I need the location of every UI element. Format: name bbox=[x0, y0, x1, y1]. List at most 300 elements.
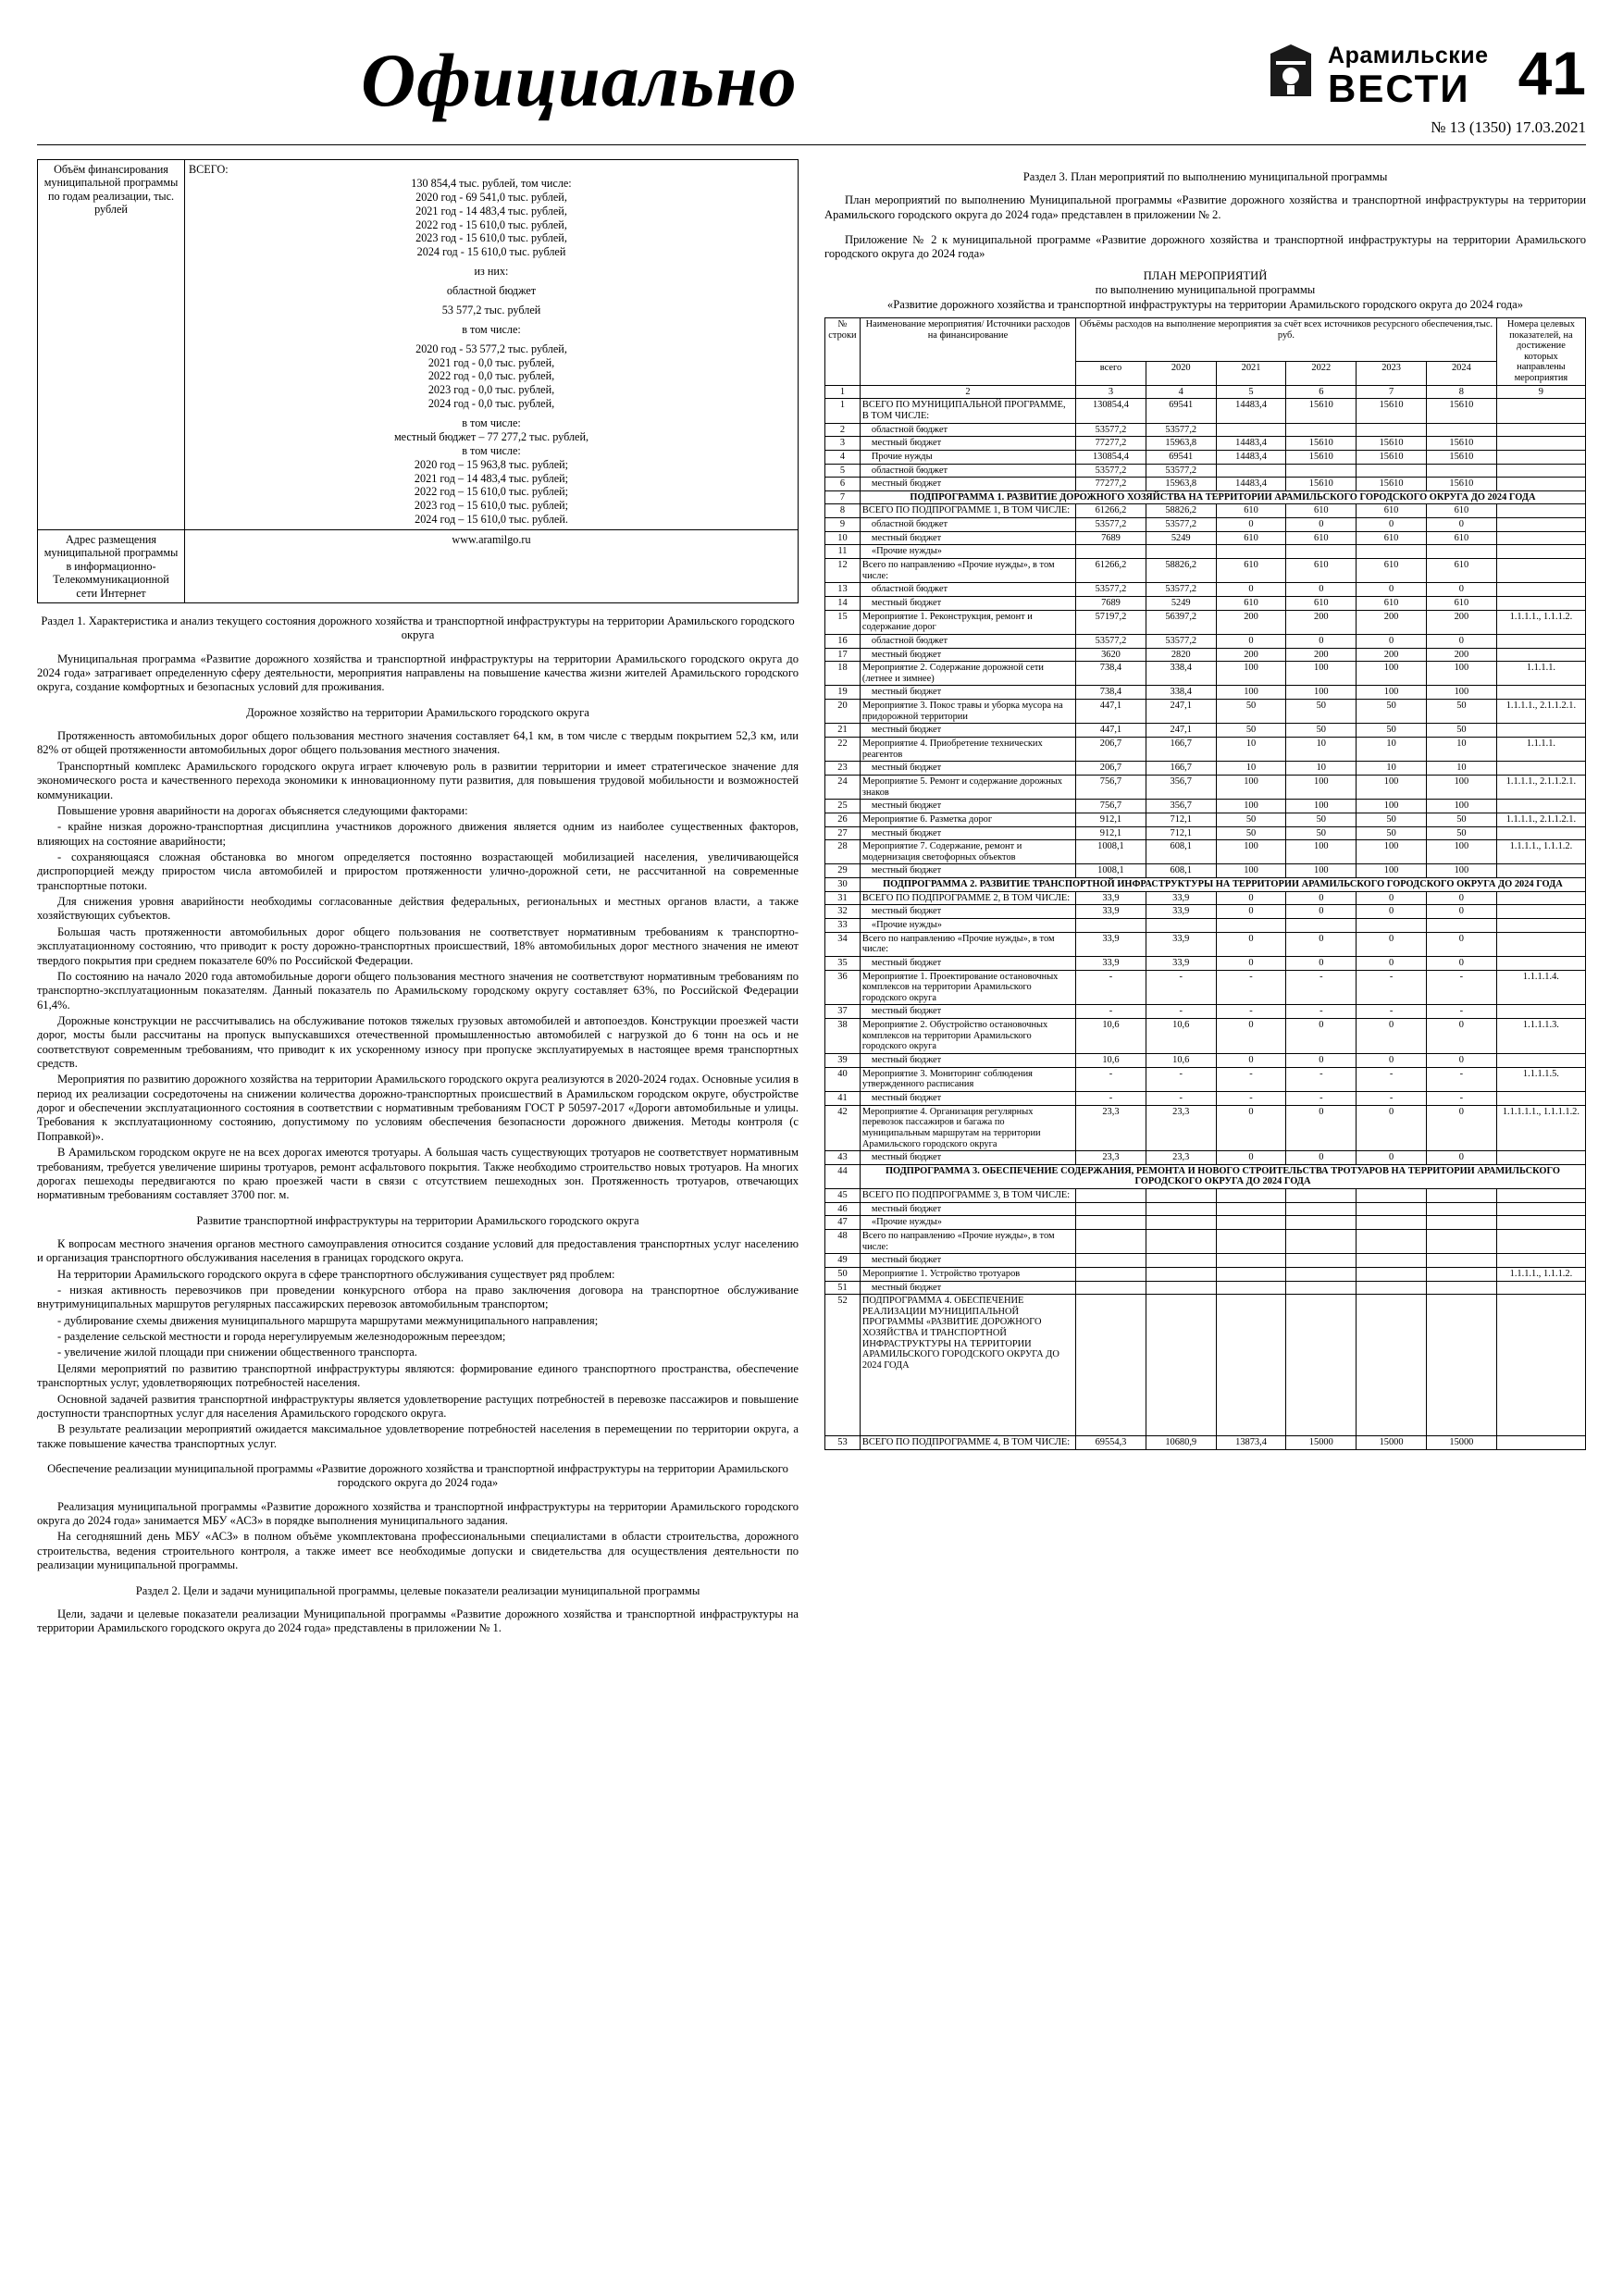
table-row bbox=[825, 634, 1586, 648]
right-column bbox=[824, 159, 1586, 1638]
plan-measures-table bbox=[824, 317, 1586, 1450]
measure-value bbox=[1146, 1254, 1216, 1268]
row-number: 19 bbox=[825, 686, 861, 700]
measure-value: 100 bbox=[1216, 840, 1286, 864]
measure-value: 15610 bbox=[1286, 437, 1357, 451]
measure-value bbox=[1426, 1202, 1496, 1216]
indicator-refs bbox=[1496, 545, 1585, 559]
amount-line: 2024 год – 15 610,0 тыс. рублей. bbox=[415, 513, 568, 527]
measure-value: 0 bbox=[1286, 1054, 1357, 1068]
measure-value: - bbox=[1076, 1067, 1146, 1091]
table-row bbox=[825, 1254, 1586, 1268]
measure-value bbox=[1286, 1189, 1357, 1203]
measure-value bbox=[1286, 1254, 1357, 1268]
measure-value: 0 bbox=[1426, 583, 1496, 597]
table-row bbox=[825, 905, 1586, 919]
appendix-note: Приложение № 2 к муниципальной программе «Развитие дорожного хозяйства и транспортной инфраструктуры на территории Арамильского городского округа до 2024 года» bbox=[824, 233, 1586, 261]
col-head-money: Объёмы расходов на выполнение мероприятия за счёт всех источников ресурсного обеспечения,тыс. руб. bbox=[1076, 317, 1497, 361]
measure-value: 10 bbox=[1357, 738, 1427, 762]
measure-name: ПОДПРОГРАММА 4. ОБЕСПЕЧЕНИЕ РЕАЛИЗАЦИИ МУНИЦИПАЛЬНОЙ ПРОГРАММЫ «РАЗВИТИЕ ДОРОЖНОГО ХОЗЯЙСТВА И ТРАНСПОРТНОЙ ИНФРАСТРУКТУРЫ НА ТЕРРИТОРИИ АРАМИЛЬСКОГО ГОРОДСКОГО ОКРУГА ДО 2024 ГОДА bbox=[860, 1295, 1075, 1436]
subprogram-header: ПОДПРОГРАММА 3. ОБЕСПЕЧЕНИЕ СОДЕРЖАНИЯ, РЕМОНТА И НОВОГО СТРОИТЕЛЬСТВА ТРОТУАРОВ НА ТЕРРИТОРИИ АРАМИЛЬСКОГО ГОРОДСКОГО ОКРУГА ДО 2024 ГОДА bbox=[860, 1164, 1585, 1188]
measure-value: 100 bbox=[1357, 775, 1427, 799]
heading-section2: Раздел 2. Цели и задачи муниципальной программы, целевые показатели реализации муниципальной программы bbox=[135, 1583, 700, 1597]
table-row bbox=[825, 956, 1586, 970]
measure-value: 10,6 bbox=[1076, 1054, 1146, 1068]
row-number: 38 bbox=[825, 1019, 861, 1054]
row-number: 41 bbox=[825, 1091, 861, 1105]
body-paragraph: Транспортный комплекс Арамильского городского округа играет ключевую роль в развитии территории и имеет стратегическое значение для экономического роста и качественного перехода экономики к инновационному пути развития, для повышения трудовой мобильности и возможностей коммуникации. bbox=[37, 759, 799, 801]
table-row bbox=[825, 464, 1586, 478]
measure-name: Мероприятие 5. Ремонт и содержание дорожных знаков bbox=[860, 775, 1075, 799]
measure-value: 0 bbox=[1426, 518, 1496, 532]
measure-value: 15000 bbox=[1426, 1436, 1496, 1450]
measure-value: 610 bbox=[1426, 531, 1496, 545]
measure-value: 23,3 bbox=[1146, 1151, 1216, 1165]
measure-value: 130854,4 bbox=[1076, 450, 1146, 464]
row-number: 27 bbox=[825, 826, 861, 840]
measure-name: местный бюджет bbox=[860, 956, 1075, 970]
table-row bbox=[825, 583, 1586, 597]
body-paragraph: - низкая активность перевозчиков при проведении конкурсного отбора на право заключения договора на транспортное обслуживание внутримуниципальных маршрутов регулярных пассажирских перевозок автомобильным транспортом; bbox=[37, 1284, 799, 1311]
measure-value: 15610 bbox=[1426, 478, 1496, 491]
measure-value: 738,4 bbox=[1076, 662, 1146, 686]
measure-value: 56397,2 bbox=[1146, 610, 1216, 634]
table-row bbox=[825, 918, 1586, 932]
measure-value: - bbox=[1146, 1005, 1216, 1019]
subprogram-header: ПОДПРОГРАММА 2. РАЗВИТИЕ ТРАНСПОРТНОЙ ИНФРАСТРУКТУРЫ НА ТЕРРИТОРИИ АРАМИЛЬСКОГО ГОРОДСКОГО ОКРУГА ДО 2024 ГОДА bbox=[860, 878, 1585, 892]
table-row bbox=[825, 559, 1586, 583]
col-head-2024: 2024 bbox=[1426, 361, 1496, 385]
measure-value bbox=[1076, 918, 1146, 932]
plan-table-body bbox=[825, 399, 1586, 1449]
measure-value: 356,7 bbox=[1146, 800, 1216, 813]
measure-value: 7689 bbox=[1076, 531, 1146, 545]
table-row bbox=[825, 970, 1586, 1005]
row-number: 5 bbox=[825, 464, 861, 478]
col-head-2023: 2023 bbox=[1357, 361, 1427, 385]
measure-value bbox=[1357, 1254, 1427, 1268]
heading-section3: Раздел 3. План мероприятий по выполнению муниципальной программы bbox=[1022, 170, 1388, 183]
body-paragraph: Основной задачей развития транспортной инфраструктуры является удовлетворение растущих потребностей в перевозке пассажиров и повышение доступности транспортных услуг для населения Арамильского городского округа. bbox=[37, 1392, 799, 1420]
col-index: 5 bbox=[1216, 385, 1286, 399]
indicator-refs bbox=[1496, 891, 1585, 905]
body-paragraph: - крайне низкая дорожно-транспортная дисциплина участников дорожного движения является одним из наиболее существенных факторов, влияющих на состояние аварийности; bbox=[37, 820, 799, 848]
col-index: 3 bbox=[1076, 385, 1146, 399]
row-number: 34 bbox=[825, 932, 861, 956]
measure-value: 100 bbox=[1286, 840, 1357, 864]
indicator-refs bbox=[1496, 559, 1585, 583]
measure-value: 53577,2 bbox=[1146, 583, 1216, 597]
measure-value bbox=[1357, 1230, 1427, 1254]
measure-value bbox=[1146, 1295, 1216, 1436]
measure-value bbox=[1146, 918, 1216, 932]
measure-value: 15000 bbox=[1286, 1436, 1357, 1450]
logo-line1: Арамильские bbox=[1328, 43, 1489, 68]
indicator-refs: 1.1.1.1., 2.1.1.2.1. bbox=[1496, 775, 1585, 799]
measure-value: 338,4 bbox=[1146, 662, 1216, 686]
measure-name: Мероприятие 1. Реконструкция, ремонт и содержание дорог bbox=[860, 610, 1075, 634]
measure-value: 0 bbox=[1286, 1105, 1357, 1151]
indicator-refs bbox=[1496, 1189, 1585, 1203]
indicator-refs bbox=[1496, 800, 1585, 813]
measure-value: 0 bbox=[1216, 1151, 1286, 1165]
row-number: 11 bbox=[825, 545, 861, 559]
table-row bbox=[825, 932, 1586, 956]
measure-value: 15610 bbox=[1426, 437, 1496, 451]
measure-value: 100 bbox=[1426, 662, 1496, 686]
table-row bbox=[825, 891, 1586, 905]
measure-name: Всего по направлению «Прочие нужды», в том числе: bbox=[860, 559, 1075, 583]
measure-value: 0 bbox=[1426, 956, 1496, 970]
measure-value bbox=[1426, 464, 1496, 478]
measure-value: - bbox=[1286, 1067, 1357, 1091]
measure-value: 0 bbox=[1216, 1054, 1286, 1068]
measure-value: 100 bbox=[1286, 864, 1357, 878]
body-paragraph: К вопросам местного значения органов местного самоуправления относится создание условий для предоставления транспортных услуг населению и организация транспортного обслуживания населения в границах городского округа. bbox=[37, 1236, 799, 1265]
indicator-refs: 1.1.1.1.4. bbox=[1496, 970, 1585, 1005]
row-number: 23 bbox=[825, 762, 861, 776]
amount-line: в том числе: bbox=[462, 416, 521, 429]
indicator-refs bbox=[1496, 1216, 1585, 1230]
measure-value: 15610 bbox=[1357, 399, 1427, 423]
measure-value: 77277,2 bbox=[1076, 437, 1146, 451]
measure-value: 100 bbox=[1426, 840, 1496, 864]
indicator-refs: 1.1.1.1., 2.1.1.2.1. bbox=[1496, 700, 1585, 724]
measure-value: 200 bbox=[1216, 648, 1286, 662]
row-number: 47 bbox=[825, 1216, 861, 1230]
info-value: www.aramilgo.ru bbox=[185, 530, 799, 603]
measure-value: 712,1 bbox=[1146, 813, 1216, 826]
table-row bbox=[825, 1189, 1586, 1203]
measure-value: 610 bbox=[1357, 596, 1427, 610]
measure-value: 53577,2 bbox=[1076, 634, 1146, 648]
measure-value: 33,9 bbox=[1146, 905, 1216, 919]
measure-value: 15610 bbox=[1426, 450, 1496, 464]
measure-name: местный бюджет bbox=[860, 531, 1075, 545]
measure-name: Мероприятие 4. Приобретение технических реагентов bbox=[860, 738, 1075, 762]
measure-value bbox=[1286, 1230, 1357, 1254]
table-row bbox=[825, 1281, 1586, 1295]
measure-value: 610 bbox=[1286, 531, 1357, 545]
amount-line: 2021 год - 0,0 тыс. рублей, bbox=[427, 355, 555, 369]
row-number: 15 bbox=[825, 610, 861, 634]
row-number: 43 bbox=[825, 1151, 861, 1165]
measure-value: - bbox=[1357, 1005, 1427, 1019]
indicator-refs bbox=[1496, 518, 1585, 532]
measure-value: 33,9 bbox=[1076, 905, 1146, 919]
amount-line: 2020 год - 53 577,2 тыс. рублей, bbox=[415, 341, 567, 355]
measure-value: 100 bbox=[1216, 686, 1286, 700]
measure-value: 1008,1 bbox=[1076, 840, 1146, 864]
indicator-refs bbox=[1496, 1054, 1585, 1068]
indicator-refs bbox=[1496, 1151, 1585, 1165]
table-row bbox=[825, 1202, 1586, 1216]
measure-value bbox=[1216, 1202, 1286, 1216]
measure-value: 756,7 bbox=[1076, 800, 1146, 813]
indicator-refs bbox=[1496, 1436, 1585, 1450]
row-number: 28 bbox=[825, 840, 861, 864]
measure-value: 610 bbox=[1286, 559, 1357, 583]
measure-value: 0 bbox=[1286, 905, 1357, 919]
measure-value: 50 bbox=[1357, 724, 1427, 738]
row-number: 2 bbox=[825, 423, 861, 437]
measure-value: 50 bbox=[1216, 813, 1286, 826]
measure-name: Мероприятие 2. Обустройство остановочных комплексов на территории Арамильского городского округа bbox=[860, 1019, 1075, 1054]
measure-name: местный бюджет bbox=[860, 905, 1075, 919]
measure-value: 50 bbox=[1216, 826, 1286, 840]
measure-value: - bbox=[1076, 1091, 1146, 1105]
measure-value: 756,7 bbox=[1076, 775, 1146, 799]
measure-value: - bbox=[1357, 1091, 1427, 1105]
measure-value: 712,1 bbox=[1146, 826, 1216, 840]
measure-value: 610 bbox=[1286, 596, 1357, 610]
coat-of-arms-icon bbox=[1267, 44, 1315, 102]
measure-value: 15610 bbox=[1357, 437, 1427, 451]
measure-value bbox=[1286, 1295, 1357, 1436]
indicator-refs: 1.1.1.1.3. bbox=[1496, 1019, 1585, 1054]
table-row bbox=[825, 399, 1586, 423]
indicator-refs bbox=[1496, 423, 1585, 437]
measure-value: 610 bbox=[1357, 531, 1427, 545]
measure-value: 338,4 bbox=[1146, 686, 1216, 700]
table-row bbox=[825, 775, 1586, 799]
col-index: 7 bbox=[1357, 385, 1427, 399]
heading-provision: Обеспечение реализации муниципальной программы «Развитие дорожного хозяйства и транспортной инфраструктуры на территории Арамильского городского округа до 2024 года» bbox=[47, 1462, 788, 1490]
subprogram-header: ПОДПРОГРАММА 1. РАЗВИТИЕ ДОРОЖНОГО ХОЗЯЙСТВА НА ТЕРРИТОРИИ АРАМИЛЬСКОГО ГОРОДСКОГО ОКРУГА ДО 2024 ГОДА bbox=[860, 490, 1585, 504]
measure-name: «Прочие нужды» bbox=[860, 545, 1075, 559]
row-number: 51 bbox=[825, 1281, 861, 1295]
measure-name: местный бюджет bbox=[860, 686, 1075, 700]
body-paragraph: - сохраняющаяся сложная обстановка во многом определяется постоянно возрастающей мобилизацией населения, увеличивающейся диспропорцией между приростом числа автомобилей и приростом протяженности улично-дорожной сети, не рассчитанной на современные транспортные потоки. bbox=[37, 850, 799, 892]
measure-value: 247,1 bbox=[1146, 700, 1216, 724]
measure-value: 100 bbox=[1286, 662, 1357, 686]
row-number: 8 bbox=[825, 504, 861, 518]
amount-line: 53 577,2 тыс. рублей bbox=[441, 303, 541, 316]
measure-value bbox=[1357, 1189, 1427, 1203]
row-number: 48 bbox=[825, 1230, 861, 1254]
info-value bbox=[185, 160, 799, 530]
row-number: 16 bbox=[825, 634, 861, 648]
measure-value bbox=[1076, 1189, 1146, 1203]
measure-name: «Прочие нужды» bbox=[860, 1216, 1075, 1230]
measure-value: 58826,2 bbox=[1146, 559, 1216, 583]
body-paragraph: В результате реализации мероприятий ожидается максимальное удовлетворение потребностей населения в перемещении по территории округа, а также повышение качества транспортных услуг. bbox=[37, 1422, 799, 1450]
row-number: 39 bbox=[825, 1054, 861, 1068]
body-paragraph: - увеличение жилой площади при снижении общественного транспорта. bbox=[57, 1346, 417, 1359]
measure-name: областной бюджет bbox=[860, 634, 1075, 648]
measure-value: 0 bbox=[1426, 1019, 1496, 1054]
measure-value: 0 bbox=[1357, 1054, 1427, 1068]
measure-name: Мероприятие 7. Содержание, ремонт и модернизация светофорных объектов bbox=[860, 840, 1075, 864]
measure-value: 0 bbox=[1216, 905, 1286, 919]
table-row bbox=[825, 437, 1586, 451]
row-number: 4 bbox=[825, 450, 861, 464]
measure-name: ВСЕГО ПО ПОДПРОГРАММЕ 4, В ТОМ ЧИСЛЕ: bbox=[860, 1436, 1075, 1450]
measure-value bbox=[1286, 1216, 1357, 1230]
measure-value: 77277,2 bbox=[1076, 478, 1146, 491]
measure-value: 0 bbox=[1216, 518, 1286, 532]
measure-value: 10 bbox=[1216, 738, 1286, 762]
measure-value: 0 bbox=[1426, 905, 1496, 919]
indicator-refs bbox=[1496, 1254, 1585, 1268]
measure-value bbox=[1357, 1202, 1427, 1216]
measure-value: 610 bbox=[1357, 504, 1427, 518]
amount-line: местный бюджет – 77 277,2 тыс. рублей, bbox=[393, 429, 589, 443]
measure-value: 0 bbox=[1216, 1105, 1286, 1151]
value-heading: ВСЕГО: bbox=[189, 163, 229, 176]
measure-value bbox=[1076, 1267, 1146, 1281]
measure-value bbox=[1146, 545, 1216, 559]
body-paragraph: Мероприятия по развитию дорожного хозяйства на территории Арамильского городского округа реализуются в 2020-2024 годах. Основные усилия в период их реализации сосредоточены на снижении количества дорожно-транспортных происшествий в Арамильском городском округе, обустройстве дорог и обеспечении эксплуатационного состояния в соответствии с нормативным требованиям ГОСТ Р 50597-2017 «Дороги автомобильные и улицы. Требования к эксплуатационному состоянию, допустимому по условиям обеспечения безопасности дорожного движения. Методы контроля (с Поправкой)». bbox=[37, 1073, 799, 1143]
indicator-refs bbox=[1496, 399, 1585, 423]
measure-value: 53577,2 bbox=[1146, 423, 1216, 437]
measure-value bbox=[1286, 1267, 1357, 1281]
measure-value: 0 bbox=[1357, 932, 1427, 956]
measure-value bbox=[1286, 464, 1357, 478]
col-head-number: № строки bbox=[825, 317, 861, 385]
measure-value: 0 bbox=[1216, 956, 1286, 970]
measure-value bbox=[1357, 918, 1427, 932]
indicator-refs bbox=[1496, 531, 1585, 545]
body-paragraph: План мероприятий по выполнению Муниципальной программы «Развитие дорожного хозяйства и транспортной инфраструктуры на территории Арамильского городского округа до 2024 года» представлен в приложении № 2. bbox=[824, 193, 1586, 221]
measure-value: 0 bbox=[1357, 905, 1427, 919]
measure-value: 0 bbox=[1286, 518, 1357, 532]
plan-title-2: по выполнению муниципальной программы bbox=[1095, 283, 1316, 297]
measure-value: 0 bbox=[1426, 891, 1496, 905]
measure-value: 15610 bbox=[1286, 399, 1357, 423]
measure-value: 15610 bbox=[1286, 478, 1357, 491]
measure-value: 50 bbox=[1216, 700, 1286, 724]
measure-value: 247,1 bbox=[1146, 724, 1216, 738]
issue-line: № 13 (1350) 17.03.2021 bbox=[1431, 118, 1586, 136]
heading-transport: Развитие транспортной инфраструктуры на территории Арамильского городского округа bbox=[196, 1213, 639, 1227]
measure-value: 14483,4 bbox=[1216, 437, 1286, 451]
measure-value: 610 bbox=[1216, 596, 1286, 610]
amount-line: в том числе: bbox=[462, 322, 521, 336]
measure-value bbox=[1146, 1267, 1216, 1281]
measure-value: 50 bbox=[1426, 813, 1496, 826]
measure-value: 200 bbox=[1426, 648, 1496, 662]
measure-value: 100 bbox=[1357, 686, 1427, 700]
measure-value: 100 bbox=[1357, 864, 1427, 878]
col-head-2021: 2021 bbox=[1216, 361, 1286, 385]
measure-value bbox=[1076, 1295, 1146, 1436]
table-row bbox=[825, 450, 1586, 464]
measure-name: Мероприятие 3. Мониторинг соблюдения утвержденного расписания bbox=[860, 1067, 1075, 1091]
table-row bbox=[825, 1067, 1586, 1091]
table-row bbox=[825, 1151, 1586, 1165]
indicator-refs bbox=[1496, 1202, 1585, 1216]
measure-value: 0 bbox=[1216, 932, 1286, 956]
measure-value: 33,9 bbox=[1076, 891, 1146, 905]
measure-name: Всего по направлению «Прочие нужды», в том числе: bbox=[860, 1230, 1075, 1254]
measure-value: 0 bbox=[1357, 1105, 1427, 1151]
measure-value: 610 bbox=[1216, 559, 1286, 583]
measure-name: «Прочие нужды» bbox=[860, 918, 1075, 932]
col-head-2020: 2020 bbox=[1146, 361, 1216, 385]
publication-logo bbox=[1267, 39, 1586, 110]
table-row bbox=[825, 826, 1586, 840]
amount-line: 2023 год – 15 610,0 тыс. рублей; bbox=[414, 499, 569, 513]
measure-value bbox=[1357, 1267, 1427, 1281]
measure-value: 10,6 bbox=[1146, 1054, 1216, 1068]
measure-value: 33,9 bbox=[1076, 956, 1146, 970]
measure-name: Мероприятие 1. Устройство тротуаров bbox=[860, 1267, 1075, 1281]
row-number: 49 bbox=[825, 1254, 861, 1268]
row-number: 31 bbox=[825, 891, 861, 905]
indicator-refs: 1.1.1.1., 1.1.1.2. bbox=[1496, 610, 1585, 634]
table-numbering-row bbox=[825, 385, 1586, 399]
table-row bbox=[825, 662, 1586, 686]
row-number: 52 bbox=[825, 1295, 861, 1436]
measure-value: 0 bbox=[1286, 932, 1357, 956]
measure-value bbox=[1076, 1216, 1146, 1230]
measure-value bbox=[1076, 1281, 1146, 1295]
measure-name: Прочие нужды bbox=[860, 450, 1075, 464]
table-row bbox=[825, 1054, 1586, 1068]
table-row bbox=[825, 1216, 1586, 1230]
col-head-2022: 2022 bbox=[1286, 361, 1357, 385]
measure-name: Мероприятие 4. Организация регулярных перевозок пассажиров и багажа по муниципальным маршрутам на территории Арамильского городского округа bbox=[860, 1105, 1075, 1151]
measure-value bbox=[1216, 1267, 1286, 1281]
measure-value bbox=[1216, 1295, 1286, 1436]
table-row bbox=[825, 1436, 1586, 1450]
table-row bbox=[825, 762, 1586, 776]
measure-value bbox=[1216, 918, 1286, 932]
measure-value: 10 bbox=[1426, 762, 1496, 776]
measure-name: местный бюджет bbox=[860, 1151, 1075, 1165]
indicator-refs bbox=[1496, 905, 1585, 919]
indicator-refs bbox=[1496, 478, 1585, 491]
table-row bbox=[825, 1091, 1586, 1105]
table-row bbox=[825, 478, 1586, 491]
measure-value: 50 bbox=[1357, 700, 1427, 724]
amount-line: 2023 год - 0,0 тыс. рублей, bbox=[427, 383, 555, 397]
table-row bbox=[825, 878, 1586, 892]
row-number: 25 bbox=[825, 800, 861, 813]
measure-name: ВСЕГО ПО МУНИЦИПАЛЬНОЙ ПРОГРАММЕ, В ТОМ ЧИСЛЕ: bbox=[860, 399, 1075, 423]
measure-name: местный бюджет bbox=[860, 437, 1075, 451]
measure-name: местный бюджет bbox=[860, 1005, 1075, 1019]
measure-value: 53577,2 bbox=[1146, 464, 1216, 478]
measure-value bbox=[1286, 1202, 1357, 1216]
measure-value: 100 bbox=[1357, 800, 1427, 813]
row-number: 44 bbox=[825, 1164, 861, 1188]
measure-value: - bbox=[1357, 970, 1427, 1005]
col-head-name: Наименование мероприятия/ Источники расходов на финансирование bbox=[860, 317, 1075, 385]
measure-value: 0 bbox=[1286, 583, 1357, 597]
measure-value: 10 bbox=[1286, 762, 1357, 776]
measure-value: 10,6 bbox=[1146, 1019, 1216, 1054]
measure-name: местный бюджет bbox=[860, 478, 1075, 491]
measure-name: областной бюджет bbox=[860, 464, 1075, 478]
amount-line: из них: bbox=[474, 265, 509, 279]
col-head-total: всего bbox=[1076, 361, 1146, 385]
measure-value: 200 bbox=[1426, 610, 1496, 634]
measure-value bbox=[1426, 918, 1496, 932]
row-number: 33 bbox=[825, 918, 861, 932]
measure-value bbox=[1216, 464, 1286, 478]
indicator-refs bbox=[1496, 504, 1585, 518]
measure-name: местный бюджет bbox=[860, 596, 1075, 610]
measure-value bbox=[1357, 1281, 1427, 1295]
amount-line: областной бюджет bbox=[446, 284, 537, 297]
measure-value: 0 bbox=[1216, 1019, 1286, 1054]
body-paragraph: Дорожные конструкции не рассчитывались на обслуживание потоков тяжелых грузовых автомобилей и автопоездов. Конструкции проезжей части дорог, мосты были рассчитаны на пропуск выпускавшихся отечественной промышленностью автомобилей с нагрузкой до 6 тонн на ось и не соответствуют современным требованиям, что приводит к их ускоренному износу при пропуске эксплуатируемых в настоящее время транспортных средств. bbox=[37, 1013, 799, 1071]
measure-value: 33,9 bbox=[1146, 891, 1216, 905]
amount-line: 2020 год – 15 963,8 тыс. рублей; bbox=[414, 457, 569, 471]
indicator-refs bbox=[1496, 932, 1585, 956]
